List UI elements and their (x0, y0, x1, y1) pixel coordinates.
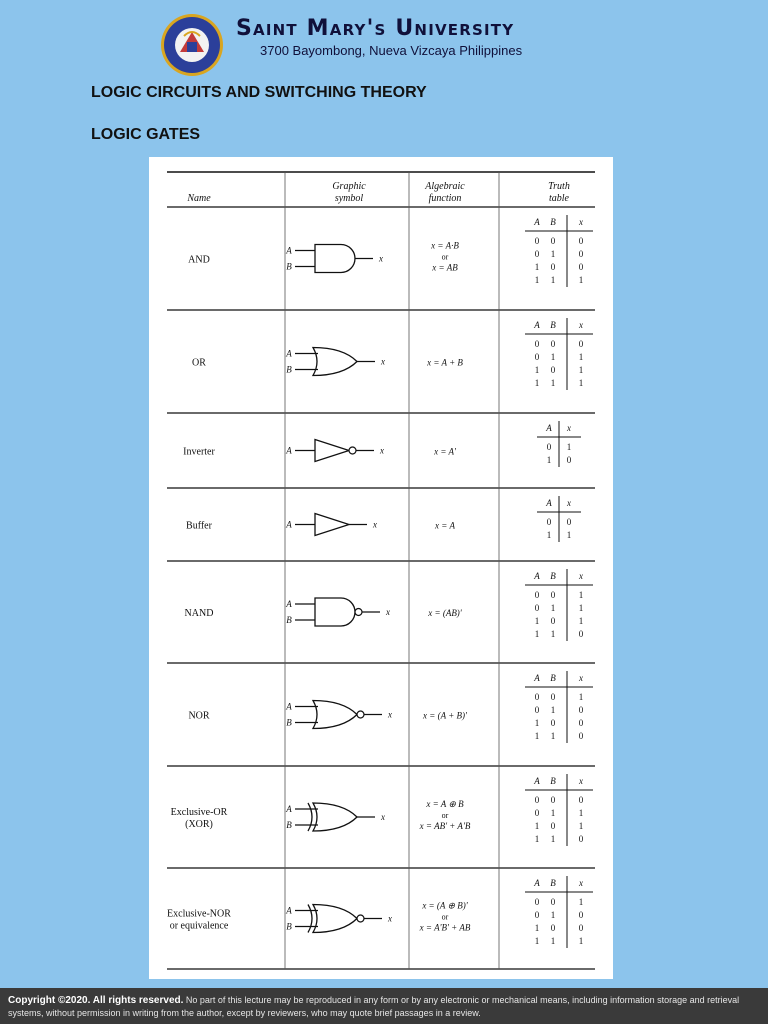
truth-table-value: 1 (546, 530, 552, 540)
gate-input-label: A (286, 519, 292, 530)
truth-table-header: x (579, 320, 583, 330)
gate-output-label: x (388, 709, 392, 720)
gate-name: AND (188, 254, 210, 266)
truth-table-value: 0 (534, 795, 540, 805)
truth-table-value: 1 (534, 821, 540, 831)
truth-table-value: 1 (534, 731, 540, 741)
truth-table-value: 1 (534, 262, 540, 272)
copyright-text: Copyright ©2020. All rights reserved. (8, 995, 184, 1006)
header-algebraic-line1: Algebraic (425, 181, 465, 192)
truth-table-value: 1 (566, 442, 572, 452)
gate-output-label: x (386, 607, 390, 617)
algebraic-function: x = AB (432, 262, 458, 273)
truth-table-value: 1 (578, 378, 584, 388)
gate-name: (XOR) (185, 819, 213, 830)
logic-gates-table-graphic (149, 157, 613, 979)
negation-bubble (357, 711, 364, 718)
gate-body-nand (315, 598, 355, 626)
algebraic-function: x = A·B (431, 240, 459, 251)
gate-name: NOR (188, 710, 210, 722)
algebraic-function: x = A ⊕ B (426, 799, 464, 809)
truth-table-value: 0 (578, 629, 584, 639)
truth-table-value: 1 (550, 249, 556, 259)
truth-table-value: 0 (550, 616, 556, 626)
truth-table-value: 1 (550, 603, 556, 613)
truth-table-header: x (579, 673, 583, 683)
truth-table-value: 0 (566, 517, 572, 527)
gate-name: NAND (184, 608, 214, 619)
gate-input-wires (295, 911, 318, 927)
truth-table-value: 0 (550, 897, 556, 907)
truth-table-value: 1 (550, 834, 556, 844)
gate-input-label: A (286, 804, 292, 814)
gate-input-label: B (286, 615, 292, 625)
gate-input-label: B (286, 261, 292, 272)
truth-table-value: 0 (534, 897, 540, 907)
truth-table-value: 0 (534, 910, 540, 920)
truth-table-value: 1 (550, 378, 556, 388)
truth-table-value: 0 (550, 236, 556, 246)
truth-table-value: 0 (534, 352, 540, 362)
topic-title: LOGIC GATES (91, 126, 201, 143)
truth-table-value: 1 (578, 936, 584, 946)
gate-input-wires (295, 707, 318, 723)
truth-table-header: A (534, 673, 540, 683)
university-name: Saint Mary's University (236, 16, 515, 41)
truth-table-value: 0 (566, 455, 572, 465)
truth-table-value: 0 (550, 365, 556, 375)
truth-table-value: 1 (578, 275, 584, 285)
truth-table-value: 0 (578, 795, 584, 805)
truth-table-header: B (550, 776, 556, 786)
gate-input-wires (295, 809, 318, 825)
gate-output-label: x (380, 445, 384, 456)
truth-table-value: 1 (550, 629, 556, 639)
gate-input-label: A (286, 445, 292, 456)
gate-input-label: A (286, 905, 292, 916)
gate-output-label: x (381, 812, 385, 822)
gate-body-xor (313, 803, 357, 831)
truth-table-value: 1 (578, 808, 584, 818)
truth-table-header: x (579, 217, 583, 227)
truth-table-header: x (579, 776, 583, 786)
xor-input-curve (308, 803, 312, 831)
truth-table-header: A (534, 320, 540, 330)
gate-body-nor (313, 701, 357, 729)
truth-table-value: 0 (578, 834, 584, 844)
negation-bubble (355, 609, 362, 616)
truth-table-header: x (579, 878, 583, 888)
truth-table-value: 1 (534, 365, 540, 375)
truth-table-header: A (534, 571, 540, 581)
algebraic-function: or (441, 811, 449, 820)
gate-output-label: x (379, 253, 383, 264)
truth-table-value: 1 (550, 705, 556, 715)
gate-name: Exclusive-NOR (167, 908, 231, 920)
truth-table-value: 0 (550, 339, 556, 349)
truth-table-header: x (579, 571, 583, 581)
gate-input-wires (295, 251, 315, 267)
footer (0, 988, 768, 1024)
truth-table-value: 1 (534, 275, 540, 285)
algebraic-function: x = (AB)' (428, 608, 462, 618)
truth-table-value: 0 (578, 236, 584, 246)
truth-table-value: 1 (550, 936, 556, 946)
truth-table-header: A (546, 498, 552, 508)
gate-name: or equivalence (169, 920, 229, 932)
truth-table-value: 1 (546, 455, 552, 465)
gate-input-label: A (286, 599, 292, 609)
truth-table-value: 1 (534, 834, 540, 844)
truth-table-value: 0 (534, 808, 540, 818)
university-seal-icon (156, 12, 228, 78)
truth-table-value: 0 (578, 718, 584, 728)
algebraic-function: x = A (435, 520, 455, 531)
algebraic-function: x = A + B (427, 357, 463, 368)
truth-table-value: 1 (550, 731, 556, 741)
truth-table-value: 1 (534, 936, 540, 946)
truth-table-value: 0 (550, 821, 556, 831)
truth-table-value: 1 (578, 590, 584, 600)
truth-table-value: 0 (550, 923, 556, 933)
gate-input-wires (295, 354, 318, 370)
truth-table-value: 1 (578, 897, 584, 907)
header (0, 0, 768, 80)
header-graphic-line1: Graphic (332, 181, 366, 192)
xor-input-curve (308, 905, 312, 933)
gate-name: Exclusive-OR (170, 807, 228, 818)
gate-output-label: x (381, 356, 385, 367)
truth-table-value: 0 (550, 692, 556, 702)
truth-table-value: 0 (546, 442, 552, 452)
footer-text (8, 994, 764, 1019)
truth-table-value: 1 (534, 718, 540, 728)
truth-table-header: B (550, 673, 556, 683)
truth-table-value: 0 (578, 705, 584, 715)
truth-table-value: 1 (578, 352, 584, 362)
gate-body-not (315, 440, 349, 462)
header-truth-line1: Truth (548, 181, 570, 192)
truth-table-value: 0 (578, 923, 584, 933)
truth-table-value: 1 (578, 692, 584, 702)
gate-input-label: B (286, 921, 292, 932)
truth-table-header: B (550, 878, 556, 888)
truth-table-value: 1 (534, 923, 540, 933)
truth-table-value: 1 (550, 910, 556, 920)
truth-table-value: 1 (550, 808, 556, 818)
truth-table-header: B (550, 571, 556, 581)
truth-table-header: B (550, 217, 556, 227)
gate-name: Inverter (183, 446, 215, 458)
truth-table-value: 0 (534, 339, 540, 349)
truth-table-value: 0 (578, 731, 584, 741)
algebraic-function: x = (A ⊕ B)' (422, 900, 468, 911)
truth-table-value: 1 (550, 352, 556, 362)
truth-table-value: 0 (578, 910, 584, 920)
truth-table-value: 0 (534, 692, 540, 702)
truth-table-header: x (567, 423, 571, 433)
gate-name: Buffer (186, 520, 212, 532)
truth-table-value: 1 (578, 616, 584, 626)
negation-bubble (349, 447, 356, 454)
truth-table-header: A (534, 776, 540, 786)
gate-body-xnor (313, 905, 357, 933)
gate-body-and (315, 245, 355, 273)
gate-input-label: A (286, 701, 292, 712)
header-graphic-line2: symbol (334, 193, 364, 204)
truth-table-value: 1 (534, 378, 540, 388)
algebraic-function: x = AB' + A'B (419, 821, 471, 831)
truth-table-value: 0 (534, 705, 540, 715)
gate-input-label: B (286, 364, 292, 375)
header-algebraic-line2: function (428, 193, 462, 204)
truth-table-value: 1 (534, 629, 540, 639)
gate-input-label: A (286, 245, 292, 256)
truth-table-header: A (546, 423, 552, 433)
algebraic-function: x = A' (434, 446, 456, 457)
truth-table-value: 0 (534, 249, 540, 259)
gate-name: OR (192, 357, 206, 369)
gate-input-label: B (286, 820, 292, 830)
logic-gates-table (149, 157, 613, 979)
course-title: LOGIC CIRCUITS AND SWITCHING THEORY (91, 84, 427, 101)
truth-table-value: 1 (578, 365, 584, 375)
negation-bubble (357, 915, 364, 922)
truth-table-value: 1 (578, 821, 584, 831)
gate-body-or (313, 348, 357, 376)
truth-table-value: 1 (550, 275, 556, 285)
header-truth-line2: table (549, 193, 569, 204)
algebraic-function: x = A'B' + AB (419, 922, 471, 933)
algebraic-function: or (441, 252, 449, 262)
algebraic-function: x = (A + B)' (423, 710, 467, 721)
university-address: 3700 Bayombong, Nueva Vizcaya Philippines (260, 43, 523, 58)
truth-table-value: 0 (534, 603, 540, 613)
gate-input-label: B (286, 717, 292, 728)
gate-input-wires (295, 604, 315, 620)
truth-table-value: 0 (578, 262, 584, 272)
truth-table-value: 0 (550, 795, 556, 805)
truth-table-value: 0 (546, 517, 552, 527)
gate-output-label: x (373, 519, 377, 530)
gate-body-buffer (315, 514, 349, 536)
gate-input-label: A (286, 348, 292, 359)
gate-output-label: x (388, 913, 392, 924)
truth-table-header: A (534, 217, 540, 227)
copyright-notice: No part of this lecture may be reproduced in any form or by any electronic or mechanical means, including information storage and retrieval systems, without permission in writing from the author, except by reviewers, who may quote brief passages in a review. (8, 995, 740, 1018)
header-name: Name (187, 193, 211, 204)
truth-table-header: A (534, 878, 540, 888)
truth-table-value: 0 (550, 718, 556, 728)
truth-table-value: 1 (534, 616, 540, 626)
truth-table-value: 0 (534, 590, 540, 600)
truth-table-value: 0 (578, 249, 584, 259)
truth-table-header: x (567, 498, 571, 508)
algebraic-function: or (441, 912, 449, 922)
truth-table-value: 0 (550, 262, 556, 272)
truth-table-header: B (550, 320, 556, 330)
truth-table-value: 1 (578, 603, 584, 613)
truth-table-value: 1 (566, 530, 572, 540)
truth-table-value: 0 (534, 236, 540, 246)
truth-table-value: 0 (578, 339, 584, 349)
truth-table-value: 0 (550, 590, 556, 600)
